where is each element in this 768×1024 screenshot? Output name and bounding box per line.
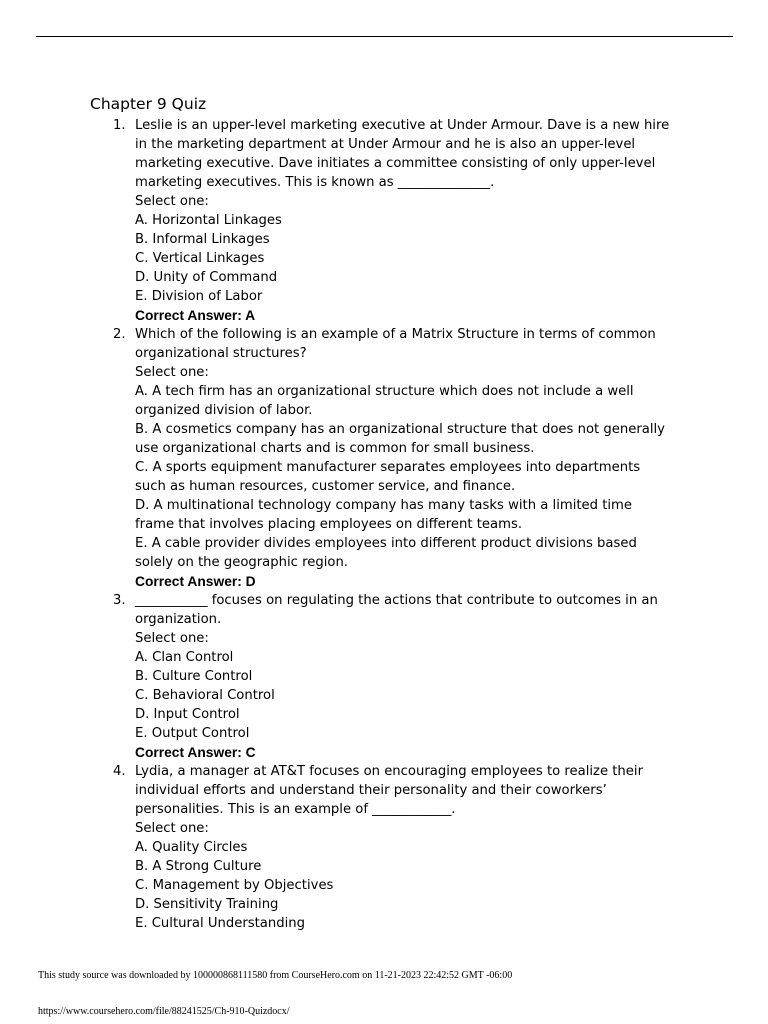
correct-answer: Correct Answer: D — [135, 574, 256, 589]
correct-answer: Correct Answer: C — [135, 745, 256, 760]
answer-option: D. A multinational technology company has many tasks with a limited time frame that involves placing employees on different teams. — [135, 498, 633, 532]
answer-option: A. Clan Control — [135, 650, 234, 665]
answer-option: E. Cultural Understanding — [135, 916, 305, 931]
answer-option: A. Horizontal Linkages — [135, 213, 282, 228]
answer-option: C. Management by Objectives — [135, 878, 334, 893]
question-text: Which of the following is an example of a Matrix Structure in terms of common organizational structures? — [135, 327, 656, 361]
question-text: Lydia, a manager at AT&T focuses on encouraging employees to realize their individual efforts and understand their personality and their coworkers’ personalities. This is an example of ____________. — [135, 764, 643, 817]
quiz-list — [0, 116, 768, 933]
page-title: Chapter 9 Quiz — [90, 95, 207, 113]
answer-option: E. Output Control — [135, 726, 250, 741]
answer-option: E. Division of Labor — [135, 289, 263, 304]
answer-option: B. Culture Control — [135, 669, 253, 684]
correct-answer: Correct Answer: A — [135, 308, 256, 323]
answer-option: B. A Strong Culture — [135, 859, 262, 874]
question-3 — [0, 591, 768, 762]
answer-option: C. Behavioral Control — [135, 688, 275, 703]
answer-option: B. A cosmetics company has an organizational structure that does not generally use organizational charts and is common for small business. — [135, 422, 665, 456]
answer-option: B. Informal Linkages — [135, 232, 270, 247]
select-one-label: Select one: — [135, 631, 209, 646]
download-notice: This study source was downloaded by 100000868111580 from CourseHero.com on 11-21-2023 22:42:52 GMT -06:00 — [38, 970, 513, 981]
question-2 — [0, 325, 768, 591]
question-1 — [0, 116, 768, 325]
answer-option: C. A sports equipment manufacturer separates employees into departments such as human resources, customer service, and finance. — [135, 460, 641, 494]
question-number: 3. — [113, 593, 126, 608]
answer-option: D. Input Control — [135, 707, 240, 722]
answer-option: D. Sensitivity Training — [135, 897, 279, 912]
answer-option: D. Unity of Command — [135, 270, 278, 285]
select-one-label: Select one: — [135, 365, 209, 380]
answer-option: A. Quality Circles — [135, 840, 248, 855]
answer-option: C. Vertical Linkages — [135, 251, 265, 266]
question-number: 1. — [113, 118, 126, 133]
answer-option: E. A cable provider divides employees into different product divisions based solely on the geographic region. — [135, 536, 637, 570]
header-rule — [36, 36, 733, 37]
source-url-link[interactable]: https://www.coursehero.com/file/88241525/Ch-910-Quizdocx/ — [38, 1006, 290, 1017]
question-4 — [0, 762, 768, 933]
question-number: 4. — [113, 764, 126, 779]
select-one-label: Select one: — [135, 194, 209, 209]
question-text: ___________ focuses on regulating the actions that contribute to outcomes in an organization. — [135, 593, 658, 627]
question-text: Leslie is an upper-level marketing executive at Under Armour. Dave is a new hire in the marketing department at Under Armour and he is also an upper-level marketing executive. Dave initiates a committee consisting of only upper-level marketing executives. This is known as ______________. — [135, 118, 670, 190]
select-one-label: Select one: — [135, 821, 209, 836]
answer-option: A. A tech firm has an organizational structure which does not include a well organized division of labor. — [135, 384, 634, 418]
question-number: 2. — [113, 327, 126, 342]
